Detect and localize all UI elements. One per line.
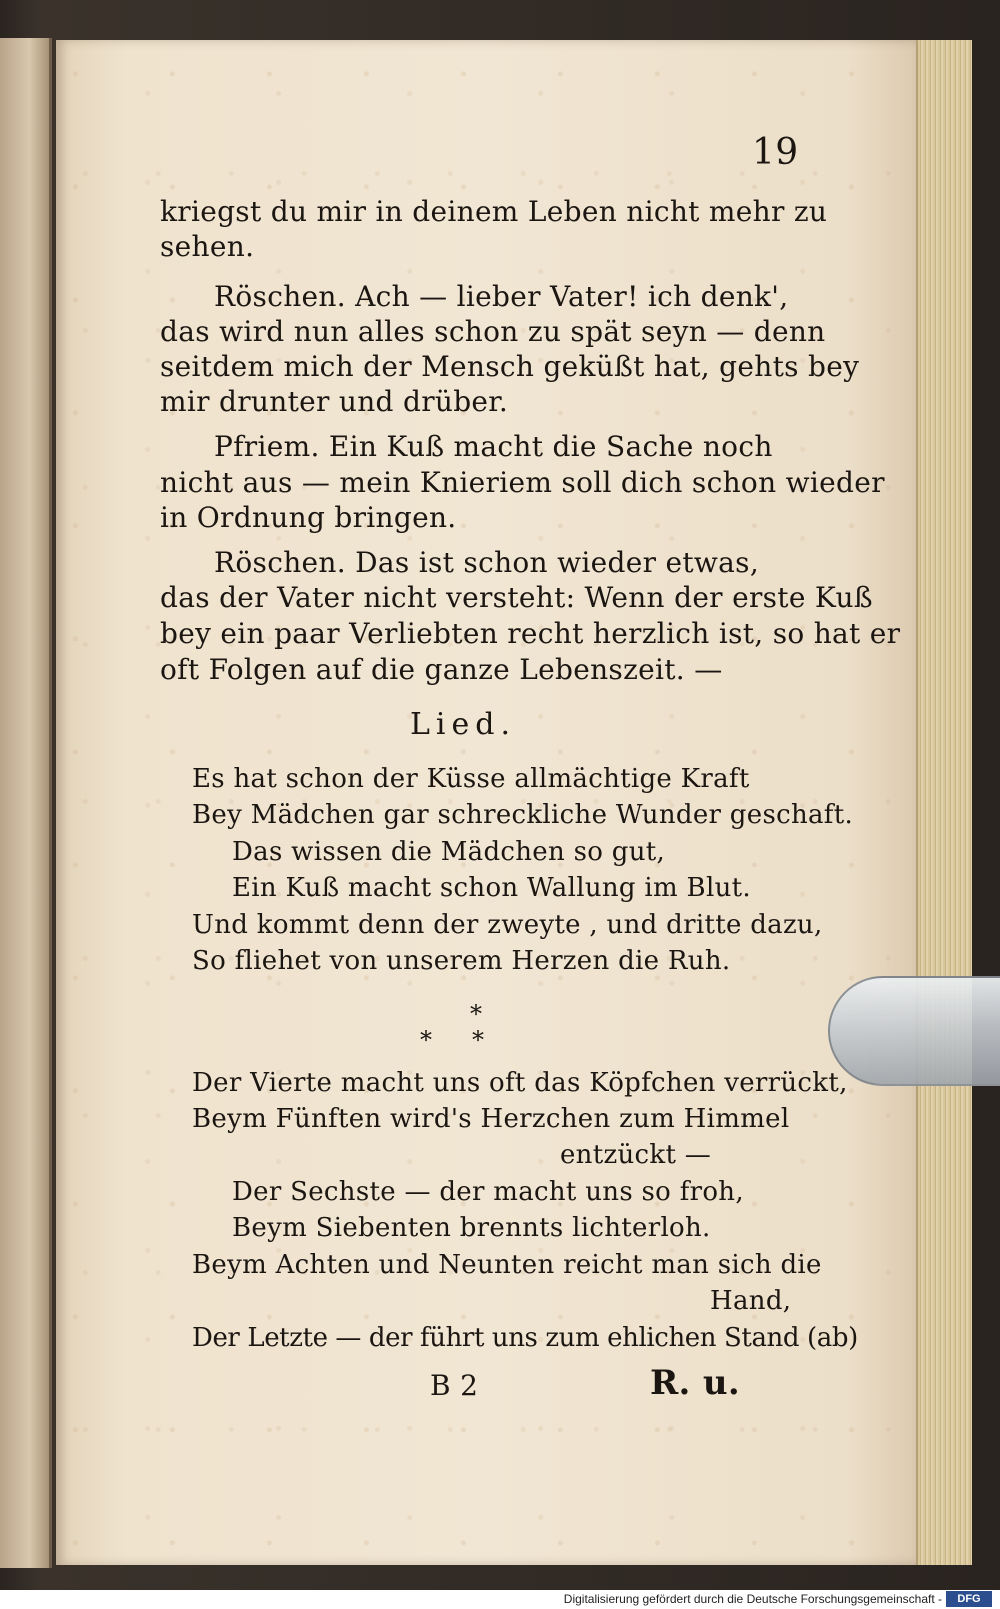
signature-mark: B 2 xyxy=(430,1369,479,1402)
page-clip xyxy=(828,976,1000,1086)
dfg-logo: DFG xyxy=(946,1591,992,1607)
verse-line: Der Vierte macht uns oft das Köpfchen verrückt, xyxy=(192,1068,848,1098)
text-line: seitdem mich der Mensch geküßt hat, gehts bey xyxy=(160,350,860,383)
verse-line: Beym Achten und Neunten reicht man sich die xyxy=(192,1250,822,1280)
text-line: oft Folgen auf die ganze Lebenszeit. — xyxy=(160,653,723,686)
verse-line: Beym Fünften wird's Herzchen zum Himmel xyxy=(192,1104,790,1134)
text-line: nicht aus — mein Knieriem soll dich schon wieder xyxy=(160,466,885,499)
verse-line: Der Sechste — der macht uns so froh, xyxy=(232,1177,744,1207)
text-line: sehen. xyxy=(160,230,255,263)
song-title: Lied. xyxy=(410,707,517,742)
text-line: das der Vater nicht versteht: Wenn der erste Kuß xyxy=(160,581,873,614)
verse-line: Und kommt denn der zweyte , und dritte dazu, xyxy=(192,910,823,940)
text-line: in Ordnung bringen. xyxy=(160,501,457,534)
verse-line: Das wissen die Mädchen so gut, xyxy=(232,837,666,867)
page-number: 19 xyxy=(752,132,799,173)
page-block-edge xyxy=(916,40,972,1565)
catchword: R. u. xyxy=(650,1363,740,1403)
footer-credit: Digitalisierung gefördert durch die Deutsche Forschungsgemeinschaft - xyxy=(563,1592,942,1606)
verse-line: Hand, xyxy=(710,1286,792,1316)
separator-star: * xyxy=(470,1000,483,1028)
text-line: mir drunter und drüber. xyxy=(160,385,509,418)
verse-line: So fliehet von unserem Herzen die Ruh. xyxy=(192,946,731,976)
text-line: das wird nun alles schon zu spät seyn — denn xyxy=(160,315,826,348)
speaker-line: Pfriem. Ein Kuß macht die Sache noch xyxy=(214,430,773,463)
text-line: kriegst du mir in deinem Leben nicht mehr zu xyxy=(160,195,828,228)
facing-page-edge xyxy=(0,38,52,1568)
verse-line: Bey Mädchen gar schreckliche Wunder geschaft. xyxy=(192,800,854,830)
verse-line: Der Letzte — der führt uns zum ehlichen Stand (ab) xyxy=(192,1323,858,1353)
verse-line: entzückt — xyxy=(560,1140,712,1170)
text-line: bey ein paar Verliebten recht herzlich ist, so hat er xyxy=(160,617,901,650)
verse-line: Es hat schon der Küsse allmächtige Kraft xyxy=(192,764,750,794)
verse-line: Ein Kuß macht schon Wallung im Blut. xyxy=(232,873,751,903)
speaker-line: Röschen. Ach — lieber Vater! ich denk', xyxy=(214,280,789,313)
speaker-line: Röschen. Das ist schon wieder etwas, xyxy=(214,546,760,579)
verse-line: Beym Siebenten brennts lichterloh. xyxy=(232,1213,711,1243)
separator-stars: * * xyxy=(420,1026,485,1054)
